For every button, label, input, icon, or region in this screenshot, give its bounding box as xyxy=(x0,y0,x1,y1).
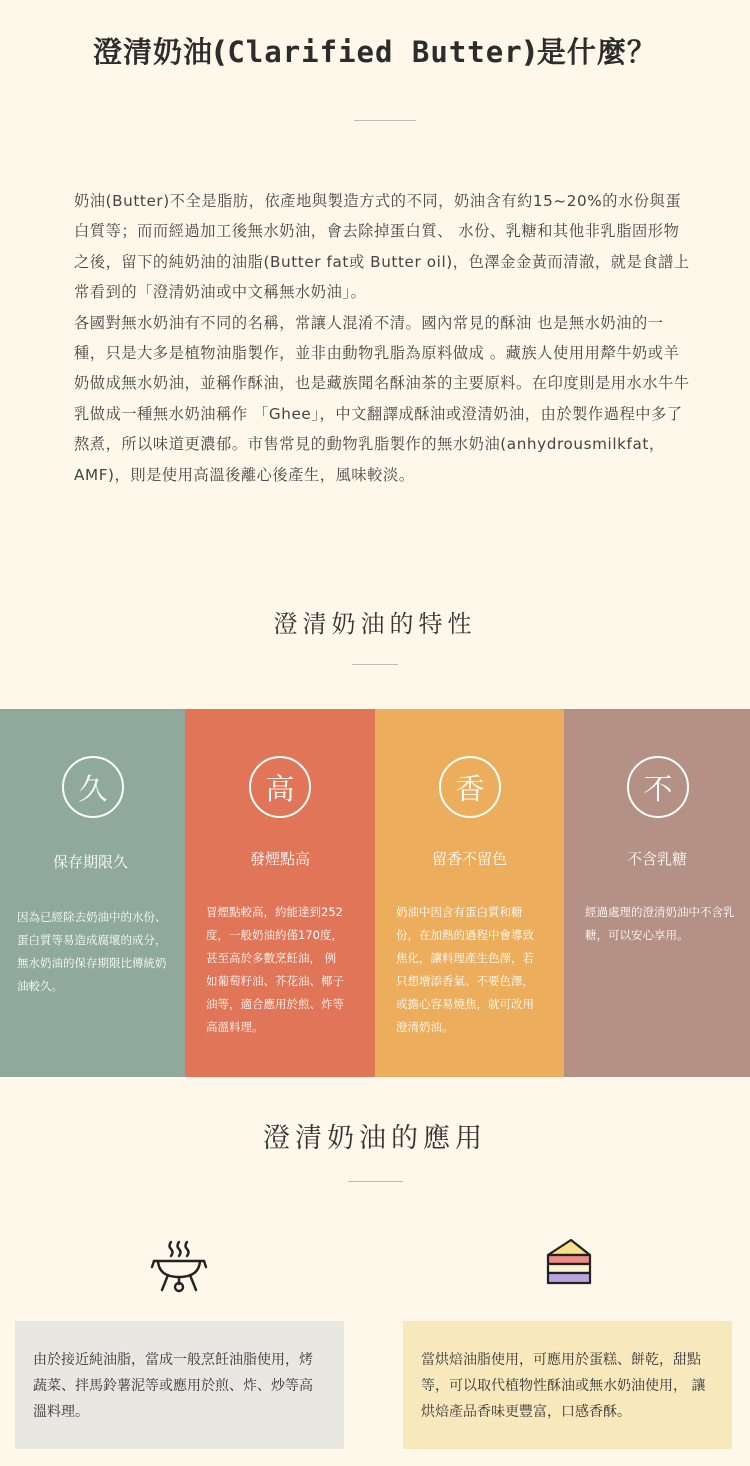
feature-glyph-circle xyxy=(439,756,501,818)
intro-text xyxy=(74,186,694,490)
title-prefix: 澄清奶油( xyxy=(93,35,228,69)
feature-description: 冒煙點較高，約能達到252度，一般奶油約僅170度，甚至高於多數烹飪油， 例如葡萄籽油、芥花油、椰子油等，適合應用於煎、炸等高溫料理。 xyxy=(206,905,344,1034)
title-english: Clarified Butter xyxy=(227,35,523,69)
feature-glyph: 不 xyxy=(643,771,673,806)
cooking-use-text: 由於接近純油脂，當成一般烹飪油脂使用，烤蔬菜、拌馬鈴薯泥等或應用於煎、炸、炒等高溫料理。 xyxy=(33,1352,313,1420)
feature-glyph: 香 xyxy=(455,771,485,806)
applications-heading: 澄清奶油的應用 xyxy=(263,1123,487,1154)
feature-description: 經過處理的澄清奶油中不含乳糖，可以安心享用。 xyxy=(585,905,735,942)
cooking-use-box xyxy=(15,1321,344,1449)
feature-title: 發煙點高 xyxy=(249,850,310,868)
baking-use-text: 當烘焙油脂使用，可應用於蛋糕、餅乾，甜點等，可以取代植物性酥油或無水奶油使用， 讓烘焙產品香味更豐富，口感香酥。 xyxy=(421,1352,706,1420)
feature-glyph-circle xyxy=(249,756,311,818)
feature-glyph-circle xyxy=(62,756,124,818)
feature-lactose-free xyxy=(564,709,750,1077)
features-grid xyxy=(0,709,750,1077)
feature-glyph: 高 xyxy=(265,771,295,806)
feature-title: 留香不留色 xyxy=(431,850,507,868)
intro-paragraph-1: 奶油(Butter)不全是脂肪，依產地與製造方式的不同，奶油含有約15~20%的水份與蛋白質等；而而經過加工後無水奶油，會去除掉蛋白質、 水份、乳糖和其他非乳脂固形物之後，留下的純奶油的油脂(Butter fat或 Butter oil)，色澤金金黃而清澈，就是食譜上常看到的「澄清奶油或中文稱無水奶油」。 xyxy=(74,192,690,302)
baking-use-box xyxy=(403,1321,732,1449)
properties-divider xyxy=(352,664,398,665)
feature-title: 保存期限久 xyxy=(52,853,128,871)
feature-description: 奶油中因含有蛋白質和糖份，在加熱的過程中會導致焦化，讓料理產生色澤，若只想增添香氣、不要色澤，或擔心容易燒焦，就可改用澄清奶油。 xyxy=(396,905,534,1034)
feature-title: 不含乳糖 xyxy=(626,850,687,868)
intro-paragraph-2: 各國對無水奶油有不同的名稱，常讓人混淆不清。國內常見的酥油 也是無水奶油的一種，只是大多是植物油脂製作，並非由動物乳脂為原料做成 。藏族人使用用犛牛奶或羊奶做成無水奶油，並稱作酥油，也是藏族聞名酥油茶的主要原料。在印度則是用水水牛牛乳做成一種無水奶油稱作 「Ghee」，中文翻譯成酥油或澄清奶油，由於製作過程中多了熬煮，所以味道更濃郁。市售常見的動物乳脂製作的無水奶油(anhydrousmilkfat， AMF)，則是使用高溫後離心後產生，風味較淡。 xyxy=(74,313,690,484)
feature-smoke-point xyxy=(185,709,375,1077)
page-title xyxy=(0,30,750,71)
feature-shelf-life xyxy=(0,709,185,1077)
grill-icon xyxy=(148,1238,210,1294)
properties-heading: 澄清奶油的特性 xyxy=(273,610,477,638)
title-divider xyxy=(354,120,416,121)
feature-glyph-circle xyxy=(627,756,689,818)
title-suffix: )是什麼？ xyxy=(522,35,657,69)
feature-aroma xyxy=(375,709,564,1077)
feature-glyph: 久 xyxy=(78,771,108,806)
cake-slice-icon xyxy=(545,1238,593,1292)
feature-description: 因為已經除去奶油中的水份、蛋白質等易造成腐壞的成分，無水奶油的保存期限比傳統奶油較久。 xyxy=(17,910,167,993)
applications-divider xyxy=(348,1181,403,1182)
